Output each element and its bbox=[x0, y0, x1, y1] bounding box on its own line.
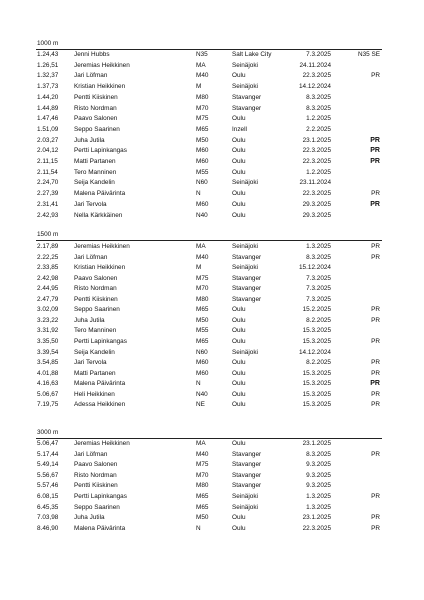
cell-time: 2.03,27 bbox=[37, 136, 59, 144]
cell-name: Seppo Saarinen bbox=[74, 503, 120, 511]
cell-date: 15.3.2025 bbox=[302, 390, 331, 398]
cell-cls: M60 bbox=[196, 359, 209, 367]
cell-cls: MA bbox=[196, 440, 206, 447]
cell-name: Seppo Saarinen bbox=[74, 125, 120, 133]
result-row bbox=[0, 284, 424, 293]
cell-name: Kristian Heikkinen bbox=[74, 264, 126, 272]
cell-date: 15.3.2025 bbox=[302, 337, 331, 345]
cell-name: Malena Päivärinta bbox=[74, 380, 126, 388]
cell-name: Jeremias Heikkinen bbox=[74, 61, 130, 69]
cell-time: 7.03,98 bbox=[37, 514, 59, 522]
cell-note: PR bbox=[371, 524, 380, 532]
result-row bbox=[0, 439, 424, 448]
cell-date: 1.3.2025 bbox=[306, 243, 331, 250]
cell-cls: M75 bbox=[196, 274, 209, 282]
cell-name: Seppo Saarinen bbox=[74, 306, 120, 314]
cell-date: 14.12.2024 bbox=[299, 348, 331, 356]
cell-date: 15.3.2025 bbox=[302, 327, 331, 335]
section-title: 3000 m bbox=[37, 429, 59, 436]
cell-cls: M75 bbox=[196, 461, 209, 469]
cell-place: Oulu bbox=[232, 158, 246, 165]
cell-cls: M70 bbox=[196, 104, 209, 112]
cell-place: Oulu bbox=[232, 401, 246, 409]
result-row bbox=[0, 524, 424, 533]
cell-date: 22.3.2025 bbox=[302, 158, 331, 165]
cell-time: 5.57,46 bbox=[37, 482, 59, 490]
cell-date: 15.3.2025 bbox=[302, 380, 331, 388]
cell-cls: M80 bbox=[196, 482, 209, 490]
result-row bbox=[0, 460, 424, 469]
cell-date: 22.3.2025 bbox=[302, 72, 331, 80]
cell-time: 8.46,90 bbox=[37, 524, 59, 532]
result-row bbox=[0, 295, 424, 304]
cell-time: 2.24,70 bbox=[37, 179, 59, 187]
cell-name: Pentti Kiiskinen bbox=[74, 295, 118, 303]
cell-place: Oulu bbox=[232, 72, 246, 80]
cell-place: Seinäjoki bbox=[232, 348, 258, 356]
cell-time: 4.16,63 bbox=[37, 380, 59, 388]
cell-name: Adessa Heikkinen bbox=[74, 401, 126, 409]
cell-date: 29.3.2025 bbox=[302, 200, 331, 208]
cell-date: 22.3.2025 bbox=[302, 190, 331, 198]
cell-place: Oulu bbox=[232, 514, 246, 522]
cell-place: Oulu bbox=[232, 337, 246, 345]
cell-date: 23.1.2025 bbox=[302, 440, 331, 447]
cell-name: Pertti Lapinkangas bbox=[74, 147, 127, 155]
result-row bbox=[0, 274, 424, 283]
cell-place: Stavanger bbox=[232, 461, 262, 469]
cell-place: Stavanger bbox=[232, 450, 262, 458]
cell-cls: N bbox=[196, 380, 201, 388]
cell-name: Pentti Kiiskinen bbox=[74, 93, 118, 101]
cell-place: Oulu bbox=[232, 390, 246, 398]
cell-date: 9.3.2025 bbox=[306, 482, 331, 490]
cell-cls: M40 bbox=[196, 450, 209, 458]
result-row bbox=[0, 146, 424, 155]
cell-cls: M60 bbox=[196, 200, 209, 208]
cell-time: 7.19,75 bbox=[37, 401, 59, 409]
cell-note: N35 SE bbox=[357, 51, 380, 58]
cell-cls: N bbox=[196, 524, 201, 532]
cell-place: Oulu bbox=[232, 369, 246, 377]
cell-place: Stavanger bbox=[232, 274, 262, 282]
cell-note: PR bbox=[370, 380, 380, 388]
cell-name: Tero Manninen bbox=[74, 327, 117, 335]
cell-time: 1.32,37 bbox=[37, 72, 59, 80]
cell-note: PR bbox=[370, 158, 380, 165]
cell-cls: M60 bbox=[196, 147, 209, 155]
cell-date: 29.3.2025 bbox=[302, 211, 331, 219]
cell-date: 8.3.2025 bbox=[306, 104, 331, 112]
cell-cls: M65 bbox=[196, 493, 209, 500]
cell-name: Jari Tervola bbox=[74, 359, 107, 367]
cell-cls: N bbox=[196, 190, 201, 198]
cell-cls: MA bbox=[196, 61, 206, 69]
result-row bbox=[0, 189, 424, 198]
cell-cls: M40 bbox=[196, 253, 209, 261]
result-row bbox=[0, 71, 424, 80]
section-title: 1000 m bbox=[37, 40, 59, 47]
cell-cls: M55 bbox=[196, 168, 209, 176]
cell-cls: M65 bbox=[196, 306, 209, 314]
cell-cls: M65 bbox=[196, 337, 209, 345]
cell-name: Paavo Salonen bbox=[74, 461, 118, 469]
cell-cls: M75 bbox=[196, 115, 209, 123]
cell-note: PR bbox=[371, 493, 380, 500]
cell-place: Oulu bbox=[232, 168, 246, 176]
result-row bbox=[0, 513, 424, 522]
result-row bbox=[0, 104, 424, 113]
cell-cls: NE bbox=[196, 401, 205, 409]
cell-time: 5.06,67 bbox=[37, 390, 59, 398]
cell-time: 2.31,41 bbox=[37, 200, 59, 208]
cell-cls: M80 bbox=[196, 93, 209, 101]
cell-time: 2.44,95 bbox=[37, 285, 59, 293]
result-row bbox=[0, 503, 424, 512]
cell-place: Oulu bbox=[232, 380, 246, 388]
cell-cls: N35 bbox=[196, 51, 208, 58]
cell-name: Juha Jutila bbox=[74, 514, 105, 522]
cell-note: PR bbox=[371, 337, 380, 345]
result-row bbox=[0, 337, 424, 346]
cell-name: Risto Nordman bbox=[74, 285, 117, 293]
cell-place: Oulu bbox=[232, 190, 246, 198]
cell-date: 7.3.2025 bbox=[306, 51, 331, 58]
result-row bbox=[0, 305, 424, 314]
cell-cls: M60 bbox=[196, 369, 209, 377]
section-title: 1500 m bbox=[37, 231, 59, 238]
cell-date: 22.3.2025 bbox=[302, 147, 331, 155]
cell-note: PR bbox=[370, 147, 380, 155]
result-row bbox=[0, 358, 424, 367]
cell-name: Jari Tervola bbox=[74, 200, 107, 208]
result-row bbox=[0, 390, 424, 399]
section-divider bbox=[36, 240, 382, 241]
cell-name: Pentti Kiiskinen bbox=[74, 482, 118, 490]
cell-place: Oulu bbox=[232, 327, 246, 335]
cell-time: 3.54,85 bbox=[37, 359, 59, 367]
result-row bbox=[0, 242, 424, 251]
cell-name: Jeremias Heikkinen bbox=[74, 440, 130, 447]
cell-time: 2.04,12 bbox=[37, 147, 59, 155]
cell-time: 5.56,67 bbox=[37, 471, 59, 479]
cell-cls: M60 bbox=[196, 158, 209, 165]
cell-note: PR bbox=[371, 316, 380, 324]
cell-time: 4.01,88 bbox=[37, 369, 59, 377]
cell-cls: N40 bbox=[196, 390, 208, 398]
cell-name: Paavo Salonen bbox=[74, 115, 118, 123]
cell-place: Seinäjoki bbox=[232, 493, 258, 500]
result-row bbox=[0, 492, 424, 501]
cell-time: 1.44,20 bbox=[37, 93, 59, 101]
cell-time: 1.24,43 bbox=[37, 51, 59, 58]
cell-name: Pertti Lapinkangas bbox=[74, 337, 127, 345]
cell-cls: M50 bbox=[196, 514, 209, 522]
cell-cls: M40 bbox=[196, 72, 209, 80]
cell-date: 23.1.2025 bbox=[302, 136, 331, 144]
result-row bbox=[0, 400, 424, 409]
cell-time: 3.31,92 bbox=[37, 327, 59, 335]
cell-date: 2.2.2025 bbox=[306, 125, 331, 133]
cell-name: Jeremias Heikkinen bbox=[74, 243, 130, 250]
cell-note: PR bbox=[370, 200, 380, 208]
result-row bbox=[0, 82, 424, 91]
result-row bbox=[0, 211, 424, 220]
cell-name: Heli Heikkinen bbox=[74, 390, 115, 398]
cell-name: Jari Löfman bbox=[74, 253, 108, 261]
cell-note: PR bbox=[371, 401, 380, 409]
cell-name: Matti Partanen bbox=[74, 369, 116, 377]
cell-name: Jari Löfman bbox=[74, 450, 108, 458]
cell-place: Stavanger bbox=[232, 93, 262, 101]
cell-place: Stavanger bbox=[232, 471, 262, 479]
cell-place: Seinäjoki bbox=[232, 83, 258, 91]
cell-time: 3.35,50 bbox=[37, 337, 59, 345]
cell-place: Oulu bbox=[232, 524, 246, 532]
cell-name: Juha Jutila bbox=[74, 136, 105, 144]
result-row bbox=[0, 157, 424, 166]
cell-date: 7.3.2025 bbox=[306, 285, 331, 293]
cell-cls: M50 bbox=[196, 136, 209, 144]
cell-date: 1.3.2025 bbox=[306, 503, 331, 511]
cell-time: 2.22,25 bbox=[37, 253, 59, 261]
cell-time: 2.27,39 bbox=[37, 190, 59, 198]
cell-date: 8.3.2025 bbox=[306, 253, 331, 261]
cell-date: 9.3.2025 bbox=[306, 461, 331, 469]
cell-place: Stavanger bbox=[232, 285, 262, 293]
cell-date: 15.3.2025 bbox=[302, 369, 331, 377]
cell-date: 15.12.2024 bbox=[299, 264, 331, 272]
cell-note: PR bbox=[371, 359, 380, 367]
cell-cls: M70 bbox=[196, 285, 209, 293]
cell-date: 8.2.2025 bbox=[306, 316, 331, 324]
cell-cls: M50 bbox=[196, 316, 209, 324]
cell-date: 15.2.2025 bbox=[302, 306, 331, 314]
cell-time: 6.08,15 bbox=[37, 493, 59, 500]
cell-time: 5.17,44 bbox=[37, 450, 59, 458]
cell-name: Seija Kandelin bbox=[74, 179, 115, 187]
cell-time: 1.44,89 bbox=[37, 104, 59, 112]
cell-place: Oulu bbox=[232, 440, 246, 447]
cell-place: Stavanger bbox=[232, 253, 262, 261]
cell-name: Kristian Heikkinen bbox=[74, 83, 126, 91]
cell-date: 8.3.2025 bbox=[306, 450, 331, 458]
result-row bbox=[0, 263, 424, 272]
cell-time: 2.33,85 bbox=[37, 264, 59, 272]
cell-place: Seinäjoki bbox=[232, 264, 258, 272]
cell-date: 1.3.2025 bbox=[306, 493, 331, 500]
cell-place: Oulu bbox=[232, 115, 246, 123]
result-row bbox=[0, 326, 424, 335]
cell-place: Inzell bbox=[232, 125, 247, 133]
cell-place: Seinäjoki bbox=[232, 503, 258, 511]
cell-date: 9.3.2025 bbox=[306, 471, 331, 479]
result-row bbox=[0, 253, 424, 262]
cell-name: Malena Päivärinta bbox=[74, 524, 126, 532]
cell-name: Jenni Hubbs bbox=[74, 51, 110, 58]
cell-date: 8.3.2025 bbox=[306, 93, 331, 101]
cell-cls: M65 bbox=[196, 125, 209, 133]
cell-time: 1.47,46 bbox=[37, 115, 59, 123]
cell-time: 2.42,93 bbox=[37, 211, 59, 219]
cell-note: PR bbox=[371, 253, 380, 261]
cell-place: Stavanger bbox=[232, 104, 262, 112]
cell-date: 7.3.2025 bbox=[306, 295, 331, 303]
cell-name: Nella Kärkkäinen bbox=[74, 211, 123, 219]
cell-name: Seija Kandelin bbox=[74, 348, 115, 356]
cell-time: 6.45,35 bbox=[37, 503, 59, 511]
cell-name: Pertti Lapinkangas bbox=[74, 493, 127, 500]
result-row bbox=[0, 481, 424, 490]
result-row bbox=[0, 168, 424, 177]
cell-name: Juha Jutila bbox=[74, 316, 105, 324]
cell-cls: M80 bbox=[196, 295, 209, 303]
result-row bbox=[0, 369, 424, 378]
cell-time: 5.06,47 bbox=[37, 440, 59, 447]
cell-place: Stavanger bbox=[232, 295, 262, 303]
cell-cls: M bbox=[196, 264, 202, 272]
result-row bbox=[0, 471, 424, 480]
cell-time: 2.11,54 bbox=[37, 168, 58, 176]
cell-time: 2.47,79 bbox=[37, 295, 59, 303]
cell-time: 3.23,22 bbox=[37, 316, 59, 324]
result-row bbox=[0, 316, 424, 325]
cell-place: Oulu bbox=[232, 136, 246, 144]
cell-place: Oulu bbox=[232, 211, 246, 219]
cell-name: Tero Manninen bbox=[74, 168, 117, 176]
cell-name: Risto Nordman bbox=[74, 471, 117, 479]
result-row bbox=[0, 178, 424, 187]
cell-place: Oulu bbox=[232, 147, 246, 155]
cell-note: PR bbox=[371, 390, 380, 398]
cell-cls: N40 bbox=[196, 211, 208, 219]
cell-note: PR bbox=[370, 136, 380, 144]
cell-place: Salt Lake City bbox=[232, 51, 272, 58]
cell-time: 1.37,73 bbox=[37, 83, 59, 91]
cell-place: Stavanger bbox=[232, 482, 262, 490]
cell-cls: M65 bbox=[196, 503, 209, 511]
cell-note: PR bbox=[371, 72, 380, 80]
result-row bbox=[0, 125, 424, 134]
cell-date: 23.1.2025 bbox=[302, 514, 331, 522]
cell-place: Oulu bbox=[232, 200, 246, 208]
cell-cls: M55 bbox=[196, 327, 209, 335]
result-row bbox=[0, 93, 424, 102]
cell-place: Seinäjoki bbox=[232, 61, 258, 69]
cell-note: PR bbox=[371, 190, 380, 198]
cell-place: Oulu bbox=[232, 316, 246, 324]
result-row bbox=[0, 114, 424, 123]
cell-date: 8.2.2025 bbox=[306, 359, 331, 367]
cell-date: 15.3.2025 bbox=[302, 401, 331, 409]
result-row bbox=[0, 450, 424, 459]
cell-cls: N60 bbox=[196, 179, 208, 187]
cell-time: 3.39,54 bbox=[37, 348, 59, 356]
result-row bbox=[0, 136, 424, 145]
cell-time: 1.51,09 bbox=[37, 125, 59, 133]
cell-time: 2.17,89 bbox=[37, 243, 59, 250]
cell-time: 5.49,14 bbox=[37, 461, 59, 469]
cell-cls: M70 bbox=[196, 471, 209, 479]
cell-date: 1.2.2025 bbox=[306, 168, 331, 176]
result-row bbox=[0, 379, 424, 388]
cell-time: 3.02,09 bbox=[37, 306, 59, 314]
cell-note: PR bbox=[371, 450, 380, 458]
cell-note: PR bbox=[371, 243, 380, 250]
cell-note: PR bbox=[371, 306, 380, 314]
cell-name: Malena Päivärinta bbox=[74, 190, 126, 198]
cell-name: Risto Nordman bbox=[74, 104, 117, 112]
result-row bbox=[0, 200, 424, 209]
cell-date: 7.3.2025 bbox=[306, 274, 331, 282]
cell-time: 2.11,15 bbox=[37, 158, 58, 165]
cell-time: 2.42,98 bbox=[37, 274, 59, 282]
cell-note: PR bbox=[371, 369, 380, 377]
result-row bbox=[0, 61, 424, 70]
cell-name: Matti Partanen bbox=[74, 158, 116, 165]
cell-date: 24.11.2024 bbox=[299, 61, 331, 69]
cell-cls: M bbox=[196, 83, 202, 91]
cell-note: PR bbox=[371, 514, 380, 522]
result-row bbox=[0, 348, 424, 357]
cell-name: Paavo Salonen bbox=[74, 274, 118, 282]
cell-time: 1.26,51 bbox=[37, 61, 59, 69]
cell-date: 22.3.2025 bbox=[302, 524, 331, 532]
cell-date: 1.2.2025 bbox=[306, 115, 331, 123]
cell-date: 14.12.2024 bbox=[299, 83, 331, 91]
cell-place: Seinäjoki bbox=[232, 243, 258, 250]
cell-place: Oulu bbox=[232, 306, 246, 314]
cell-name: Jari Löfman bbox=[74, 72, 108, 80]
result-row bbox=[0, 50, 424, 59]
cell-cls: N60 bbox=[196, 348, 208, 356]
cell-place: Oulu bbox=[232, 359, 246, 367]
cell-place: Seinäjoki bbox=[232, 179, 258, 187]
cell-cls: MA bbox=[196, 243, 206, 250]
cell-date: 23.11.2024 bbox=[299, 179, 331, 187]
